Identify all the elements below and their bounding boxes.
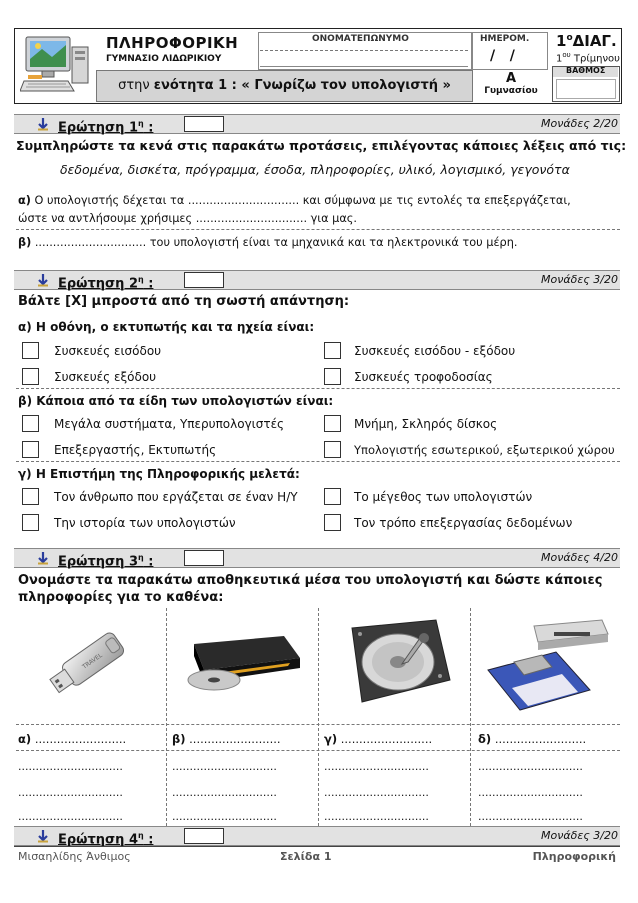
- computer-clipart-icon: [20, 33, 92, 97]
- test-number: [556, 32, 617, 50]
- q2-c-checkbox-4[interactable]: [324, 514, 341, 531]
- q2-b-checkbox-1[interactable]: [22, 415, 39, 432]
- q2-a-option-1: Συσκευές εισόδου: [54, 344, 162, 358]
- question-2-score-box[interactable]: [184, 272, 224, 288]
- q3-col-sep-1: [166, 608, 167, 826]
- worksheet-title: ΠΛΗΡΟΦΟΡΙΚΗ: [106, 34, 239, 52]
- question-1-title: [58, 115, 153, 137]
- class-word: Γυμνασίου: [484, 86, 538, 96]
- q3-answer-b[interactable]: [172, 732, 281, 746]
- q2-instruction: Βάλτε [Χ] μπροστά από τη σωστή απάντηση:: [18, 294, 350, 309]
- q3-d-dots: .........................: [491, 732, 587, 746]
- q2-b-checkbox-3[interactable]: [22, 441, 39, 458]
- usb-flash-drive-image: [40, 614, 140, 706]
- q2-sep-1: [16, 388, 620, 389]
- q2-sep-2: [16, 461, 620, 462]
- q2-a-checkbox-3[interactable]: [22, 368, 39, 385]
- question-1-points: Μονάδες 2/20: [541, 117, 618, 130]
- question-3-points: Μονάδες 4/20: [541, 551, 618, 564]
- term-sup: ου: [562, 51, 571, 59]
- test-number-value: 1: [556, 32, 567, 50]
- q3-top-sep: [16, 724, 620, 725]
- q1-b-label: β): [18, 236, 32, 249]
- q3-b-dots: .........................: [185, 732, 281, 746]
- q2-c-option-1: Τον άνθρωπο που εργάζεται σε έναν Η/Υ: [54, 490, 298, 504]
- q1-item-b: [18, 236, 517, 249]
- question-2-title: [58, 271, 153, 293]
- q2-colon: :: [143, 276, 154, 292]
- q2-b-checkbox-2[interactable]: [324, 415, 341, 432]
- q2-b-checkbox-4[interactable]: [324, 441, 341, 458]
- q2-a-checkbox-2[interactable]: [324, 342, 341, 359]
- q3-d-label: δ): [478, 732, 492, 746]
- q2-a-option-2: Συσκευές εισόδου - εξόδου: [354, 344, 516, 358]
- q3-info-line[interactable]: ..............................: [18, 760, 123, 773]
- footer-page-number: Σελίδα 1: [280, 850, 332, 863]
- q1-a-text2[interactable]: ώστε να αντλήσουμε χρήσιμες ............................... για μας.: [18, 212, 358, 225]
- q3-instruction: [18, 572, 602, 606]
- q1-item-a: [18, 192, 571, 228]
- q2-c-option-4: Τον τρόπο επεξεργασίας δεδομένων: [354, 516, 573, 530]
- q2-b-option-1: Μεγάλα συστήματα, Υπερυπολογιστές: [54, 417, 285, 431]
- q3-answer-c[interactable]: [324, 732, 432, 746]
- question-1-bar: [14, 114, 620, 134]
- grade-label: ΒΑΘΜΟΣ: [566, 66, 606, 75]
- question-3-score-box[interactable]: [184, 550, 224, 566]
- floppy-disk-image: [482, 612, 612, 716]
- question-2-bar: [14, 270, 620, 290]
- q3-col-sep-3: [470, 608, 471, 826]
- q1-word-bank: δεδομένα, δισκέτα, πρόγραμμα, έσοδα, πληροφορίες, υλικό, λογισμικό, γεγονότα: [60, 162, 570, 177]
- q3-info-line[interactable]: ..............................: [18, 786, 123, 799]
- name-line: [260, 50, 468, 51]
- q4-label: Ερώτηση 4: [58, 832, 138, 848]
- q1-separator: [16, 229, 620, 230]
- q3-colon: :: [143, 554, 154, 570]
- q3-info-line[interactable]: ..............................: [478, 786, 583, 799]
- q3-info-line[interactable]: ..............................: [478, 810, 583, 823]
- q3-sup: η: [138, 553, 144, 562]
- q4-sup: η: [138, 831, 144, 840]
- term-label: [556, 51, 620, 64]
- q2-c-heading: γ) Η Επιστήμη της Πληροφορικής μελετά:: [18, 467, 300, 481]
- q3-info-line[interactable]: ..............................: [324, 760, 429, 773]
- question-3-title: [58, 549, 153, 571]
- q1-instruction: Συμπληρώστε τα κενά στις παρακάτω προτάσεις, επιλέγοντας κάποιες λέξεις από τις:: [16, 138, 627, 153]
- q2-a-heading: α) Η οθόνη, ο εκτυπωτής και τα ηχεία είναι:: [18, 320, 315, 334]
- q2-a-option-4: Συσκευές τροφοδοσίας: [354, 370, 493, 384]
- q1-label: Ερώτηση 1: [58, 120, 138, 136]
- date-label: ΗΜΕΡΟΜ.: [480, 34, 530, 44]
- term-suffix: Τρίμηνου: [570, 53, 620, 65]
- q1-colon: :: [143, 120, 154, 136]
- q2-b-option-2: Μνήμη, Σκληρός δίσκος: [354, 417, 498, 431]
- class-box: [473, 70, 549, 100]
- q3-info-line[interactable]: ..............................: [172, 786, 277, 799]
- question-3-bar: [14, 548, 620, 568]
- question-4-points: Μονάδες 3/20: [541, 829, 618, 842]
- arrow-down-icon: [36, 273, 50, 287]
- q3-b-label: β): [172, 732, 186, 746]
- hard-disk-image: [332, 616, 456, 708]
- q3-info-line[interactable]: ..............................: [172, 810, 277, 823]
- q3-a-dots: .........................: [31, 732, 127, 746]
- q3-answer-a[interactable]: [18, 732, 126, 746]
- q3-instruction-line-2: πληροφορίες για το καθένα:: [18, 590, 224, 605]
- question-2-points: Μονάδες 3/20: [541, 273, 618, 286]
- q2-c-option-3: Την ιστορία των υπολογιστών: [54, 516, 236, 530]
- unit-bar: [96, 70, 473, 102]
- footer-rule: [14, 846, 620, 847]
- q2-b-option-4: Υπολογιστής εσωτερικού, εξωτερικού χώρου: [354, 443, 615, 457]
- arrow-down-icon: [36, 551, 50, 565]
- q3-mid-sep: [16, 750, 620, 751]
- q3-a-label: α): [18, 732, 32, 746]
- q3-answer-d[interactable]: [478, 732, 586, 746]
- question-4-score-box[interactable]: [184, 828, 224, 844]
- q2-label: Ερώτηση 2: [58, 276, 138, 292]
- unit-prefix: στην: [118, 78, 154, 93]
- q2-a-option-3: Συσκευές εξόδου: [54, 370, 157, 384]
- q3-info-line[interactable]: ..............................: [478, 760, 583, 773]
- arrow-down-icon: [36, 117, 50, 131]
- q2-b-option-3: Επεξεργαστής, Εκτυπωτής: [54, 443, 217, 457]
- q1-sup: η: [138, 119, 144, 128]
- q2-a-checkbox-1[interactable]: [22, 342, 39, 359]
- class-letter: Α: [505, 71, 517, 86]
- q1-a-label: α): [18, 194, 31, 207]
- q1-b-text[interactable]: ............................... του υπολογιστή είναι τα μηχανικά και τα ηλεκτρονικά του μέρη.: [31, 236, 518, 249]
- q3-c-label: γ): [324, 732, 338, 746]
- question-4-bar: [14, 826, 620, 846]
- school-name: ΓΥΜΝΑΣΙΟ ΛΙΔΩΡΙΚΙΟΥ: [106, 54, 222, 64]
- q3-info-line[interactable]: ..............................: [324, 786, 429, 799]
- q2-c-checkbox-2[interactable]: [324, 488, 341, 505]
- q2-a-checkbox-4[interactable]: [324, 368, 341, 385]
- name-line-2: [260, 66, 468, 67]
- q2-c-option-2: Το μέγεθος των υπολογιστών: [354, 490, 533, 504]
- arrow-down-icon: [36, 829, 50, 843]
- q3-info-line[interactable]: ..............................: [18, 810, 123, 823]
- q3-label: Ερώτηση 3: [58, 554, 138, 570]
- q3-c-dots: .........................: [337, 732, 433, 746]
- name-label: ΟΝΟΜΑΤΕΠΩΝΥΜΟ: [312, 34, 409, 44]
- external-dvd-drive-image: [180, 630, 304, 694]
- question-1-score-box[interactable]: [184, 116, 224, 132]
- q4-colon: :: [143, 832, 154, 848]
- q2-c-checkbox-3[interactable]: [22, 514, 39, 531]
- q3-col-sep-2: [318, 608, 319, 826]
- q2-sup: η: [138, 275, 144, 284]
- grade-input[interactable]: [556, 79, 616, 99]
- q3-info-line[interactable]: ..............................: [324, 810, 429, 823]
- test-number-sup: ο: [566, 33, 573, 43]
- svg-text:TRAVEL: TRAVEL: [81, 651, 104, 671]
- q1-a-text1[interactable]: Ο υπολογιστής δέχεται τα ............................... και σύμφωνα με τις εντολές τα επεξεργάζεται,: [30, 194, 571, 207]
- footer-subject: Πληροφορική: [532, 850, 616, 863]
- test-number-suffix: ΔΙΑΓ.: [572, 32, 617, 50]
- footer-author: Μισαηλίδης Άνθιμος: [18, 850, 131, 863]
- q3-instruction-line-1: Ονομάστε τα παρακάτω αποθηκευτικά μέσα του υπολογιστή και δώστε κάποιες: [18, 573, 603, 588]
- term-value: 1: [556, 53, 563, 65]
- q2-b-heading: β) Κάποια από τα είδη των υπολογιστών είναι:: [18, 394, 334, 408]
- q3-info-line[interactable]: ..............................: [172, 760, 277, 773]
- date-value[interactable]: / /: [490, 48, 515, 64]
- unit-title: ενότητα 1 : « Γνωρίζω τον υπολογιστή »: [153, 78, 451, 93]
- q2-c-checkbox-1[interactable]: [22, 488, 39, 505]
